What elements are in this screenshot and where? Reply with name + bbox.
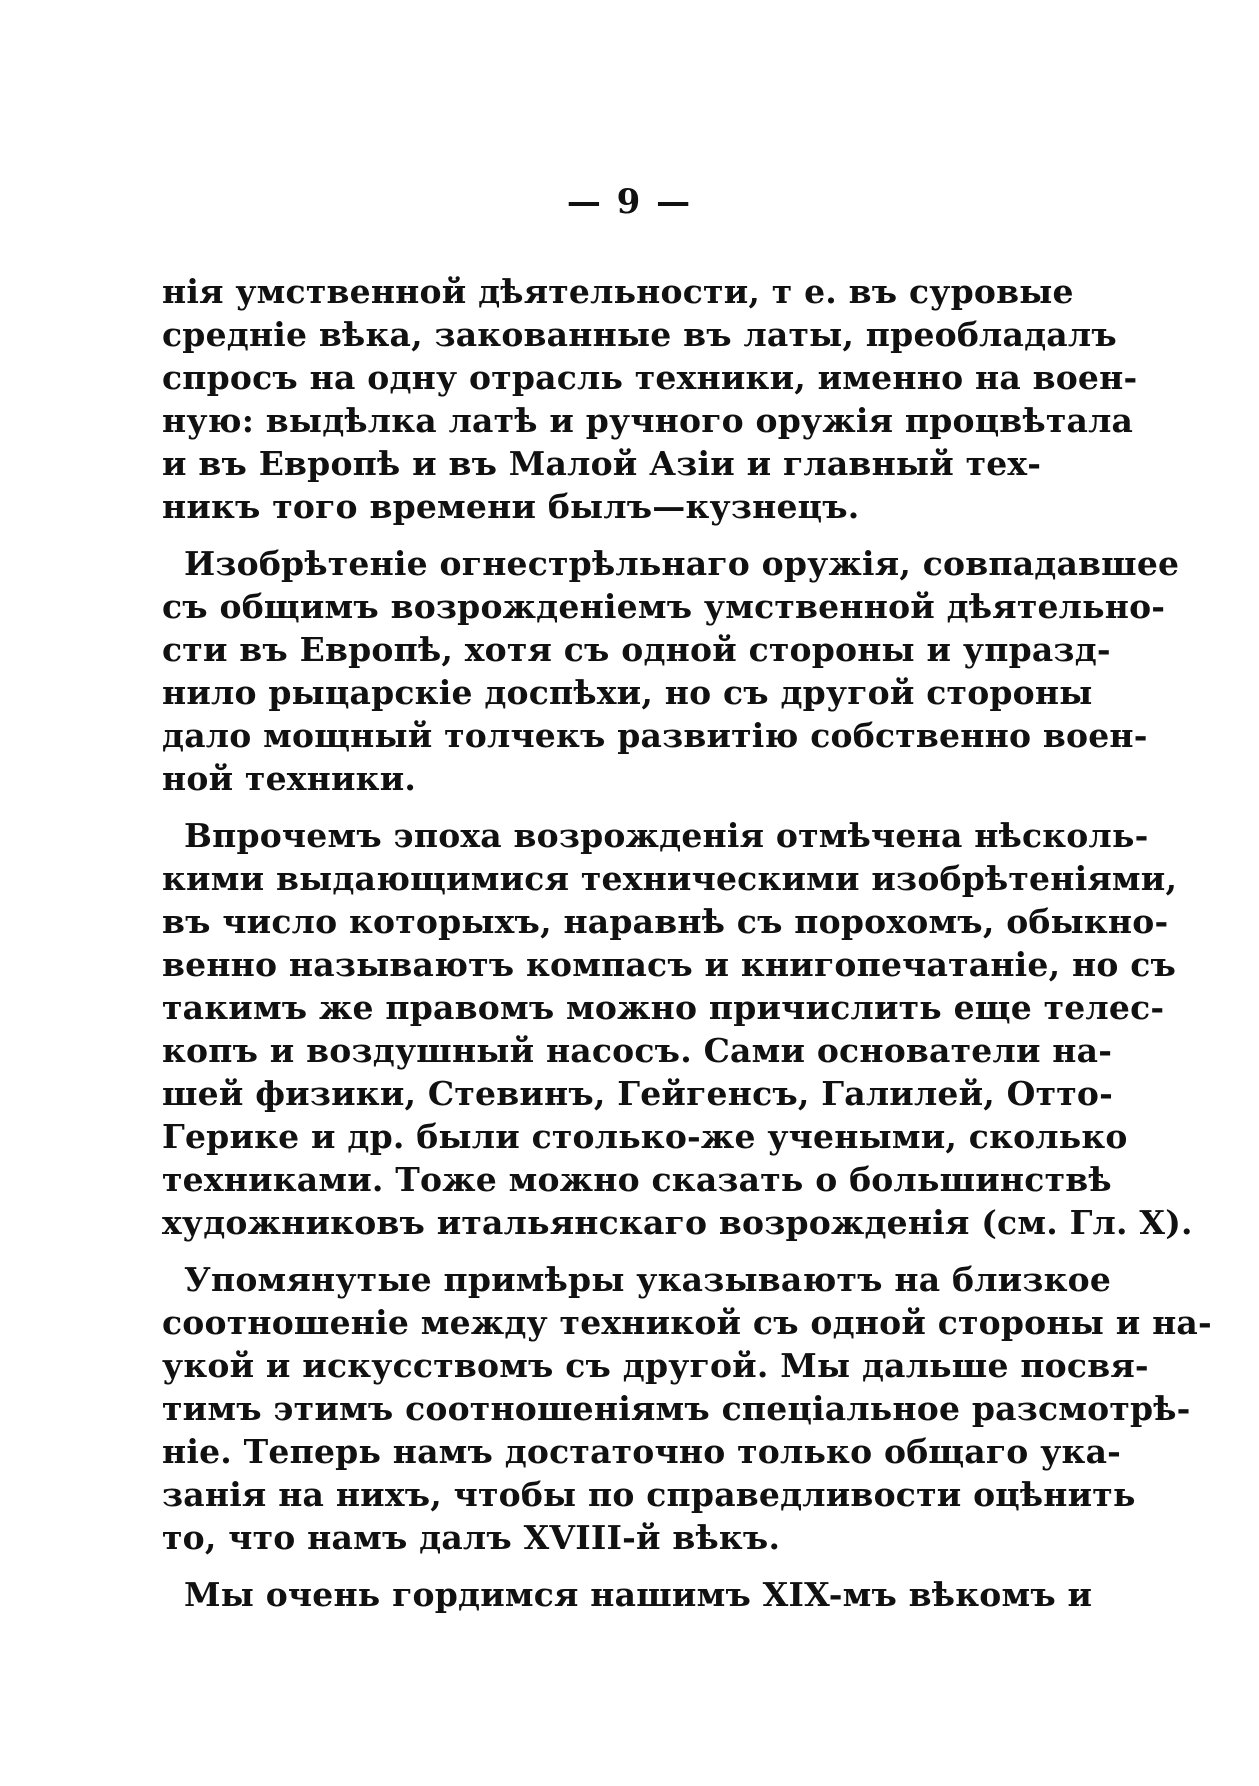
text-line: въ число которыхъ, наравнѣ съ порохомъ, обыкно- [162,902,1169,941]
text-line: Впрочемъ эпоха возрожденія отмѣчена нѣсколь- [184,816,1149,855]
text-line: ніе. Теперь намъ достаточно только общаго ука- [162,1432,1122,1471]
page-number: — 9 — [566,182,693,222]
text-line: художниковъ итальянскаго возрожденія (см. Гл. X). [162,1203,1193,1242]
text-line: никъ того времени былъ—кузнецъ. [162,487,860,526]
paragraph-1 [162,270,1138,528]
text-line: спросъ на одну отрасль техники, именно на воен- [162,358,1138,397]
paragraph-3 [162,814,1193,1244]
text-line: кими выдающимися техническими изобрѣтеніями, [162,859,1178,898]
paragraph-4 [162,1258,1212,1559]
text-line: то, что намъ далъ XVIII-й вѣкъ. [162,1518,781,1557]
text-line: и въ Европѣ и въ Малой Азіи и главный тех- [162,444,1042,483]
text-line: шей физики, Стевинъ, Гейгенсъ, Галилей, Отто- [162,1074,1114,1113]
text-line: такимъ же правомъ можно причислить еще телес- [162,988,1165,1027]
text-line: дало мощный толчекъ развитію собственно воен- [162,716,1148,755]
text-line: тимъ этимъ соотношеніямъ спеціальное разсмотрѣ- [162,1389,1191,1428]
text-line: Мы очень гордимся нашимъ XIX-мъ вѣкомъ и [184,1575,1093,1614]
text-line: венно называютъ компасъ и книгопечатаніе, но съ [162,945,1177,984]
text-line: съ общимъ возрожденіемъ умственной дѣятельно- [162,587,1166,626]
paragraph-2 [162,542,1180,800]
text-line: Герике и др. были столько-же учеными, сколько [162,1117,1128,1156]
text-line: сти въ Европѣ, хотя съ одной стороны и упразд- [162,630,1111,669]
paragraph-5 [162,1573,1093,1616]
text-body [162,270,1212,1630]
text-line: ной техники. [162,759,417,798]
text-line: техниками. Тоже можно сказать о большинствѣ [162,1160,1112,1199]
text-line: нія умственной дѣятельности, т е. въ суровые [162,272,1074,311]
text-line: нило рыцарскіе доспѣхи, но съ другой стороны [162,673,1093,712]
text-line: ную: выдѣлка латѣ и ручного оружія процвѣтала [162,401,1134,440]
text-line: соотношеніе между техникой съ одной стороны и на- [162,1303,1212,1342]
text-line: Изобрѣтеніе огнестрѣльнаго оружія, совпадавшее [184,544,1180,583]
text-line: средніе вѣка, закованные въ латы, преобладалъ [162,315,1117,354]
text-line: укой и искусствомъ съ другой. Мы дальше посвя- [162,1346,1149,1385]
text-line: Упомянутые примѣры указываютъ на близкое [184,1260,1112,1299]
text-line: копъ и воздушный насосъ. Сами основатели на- [162,1031,1113,1070]
text-line: занія на нихъ, чтобы по справедливости оцѣнить [162,1475,1136,1514]
